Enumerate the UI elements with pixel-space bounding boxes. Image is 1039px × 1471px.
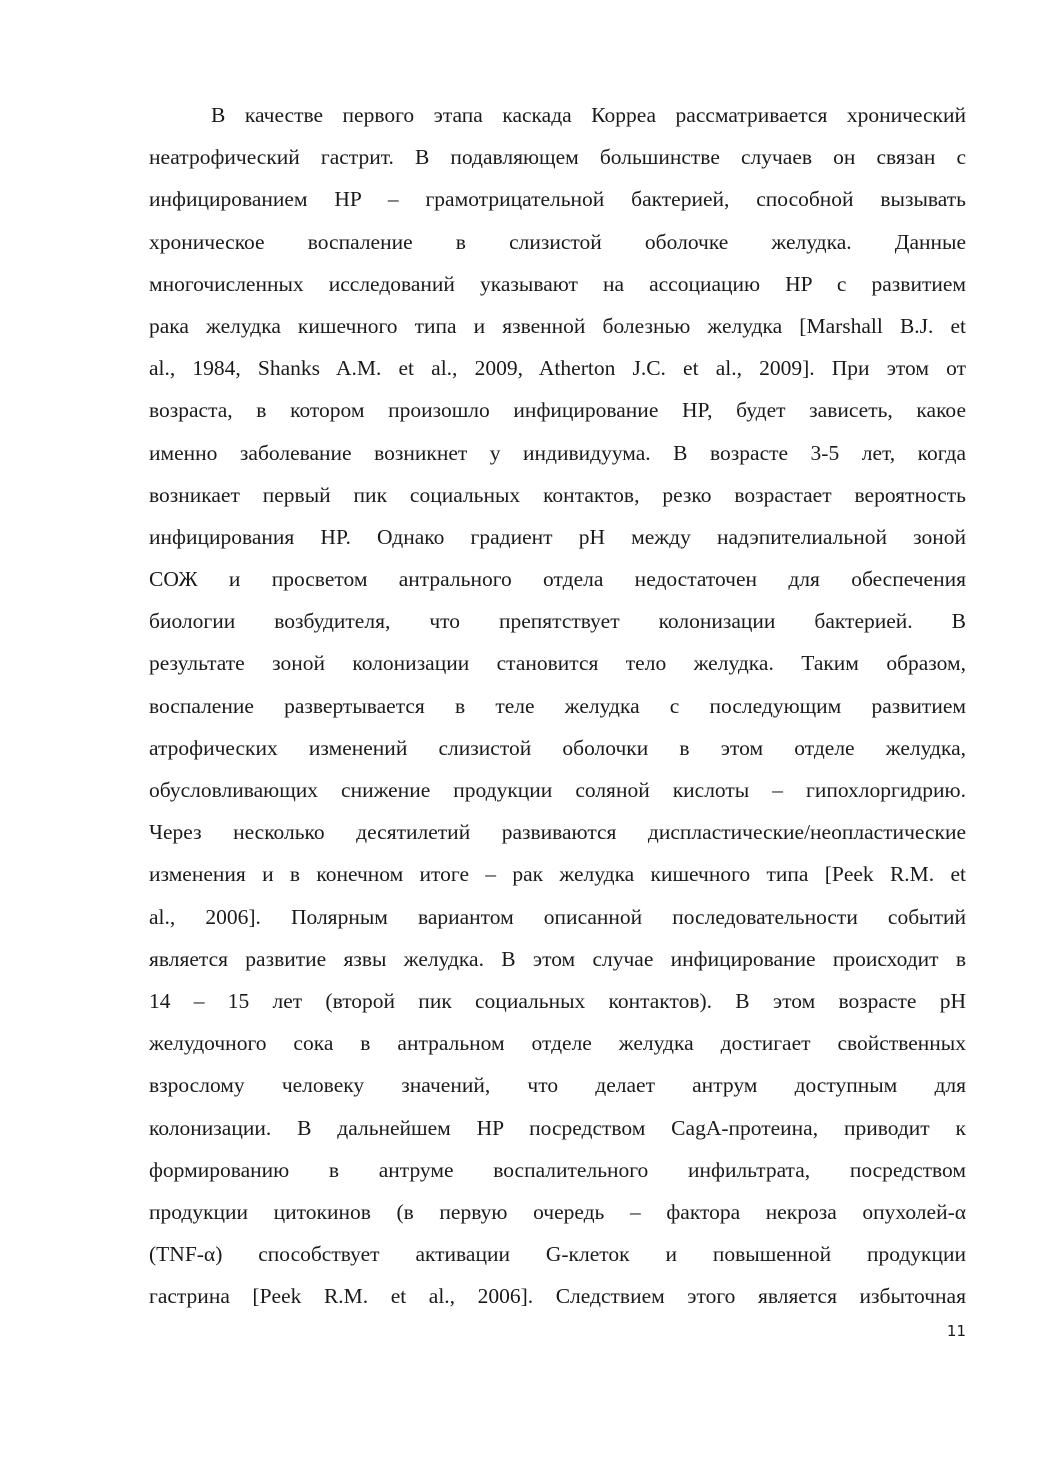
paragraph-line: результате зоной колонизации становится тело желудка. Таким образом, — [149, 651, 966, 676]
paragraph-line: желудочного сока в антральном отделе желудка достигает свойственных — [149, 1031, 966, 1056]
paragraph-line: атрофических изменений слизистой оболочки в этом отделе желудка, — [149, 735, 966, 760]
paragraph-line: Через несколько десятилетий развиваются диспластические/неопластические — [149, 820, 966, 845]
paragraph-line: обусловливающих снижение продукции соляной кислоты – гипохлоргидрию. — [149, 778, 966, 802]
paragraph-line: взрослому человеку значений, что делает антрум доступным для — [149, 1073, 966, 1098]
page-number: 11 — [946, 1322, 966, 1340]
paragraph-line: al., 1984, Shanks A.M. et al., 2009, Atherton J.C. et al., 2009]. При этом от — [149, 356, 966, 381]
body-paragraph — [149, 94, 966, 1317]
paragraph-line: СОЖ и просветом антрального отдела недостаточен для обеспечения — [149, 567, 966, 592]
paragraph-line: биологии возбудителя, что препятствует колонизации бактерией. В — [149, 609, 966, 634]
paragraph-line: многочисленных исследований указывают на ассоциацию HP с развитием — [149, 271, 966, 296]
paragraph-line: (TNF-α) способствует активации G-клеток и повышенной продукции — [149, 1242, 966, 1267]
paragraph-line: воспаление развертывается в теле желудка с последующим развитием — [149, 693, 966, 718]
paragraph-line: является развитие язвы желудка. В этом случае инфицирование происходит в — [149, 946, 966, 971]
paragraph-line: возраста, в котором произошло инфицирование HP, будет зависеть, какое — [149, 398, 966, 423]
paragraph-line: неатрофический гастрит. В подавляющем большинстве случаев он связан с — [149, 145, 966, 170]
paragraph-line: рака желудка кишечного типа и язвенной болезнью желудка [Marshall B.J. et — [149, 313, 966, 338]
paragraph-line: именно заболевание возникнет у индивидуума. В возрасте 3-5 лет, когда — [149, 440, 966, 465]
paragraph-line: инфицированием HP – грамотрицательной бактерией, способной вызывать — [149, 187, 966, 212]
paragraph-line: гастрина [Peek R.M. et al., 2006]. Следствием этого является избыточная — [149, 1284, 966, 1309]
paragraph-line: al., 2006]. Полярным вариантом описанной последовательности событий — [149, 904, 966, 929]
paragraph-line: 14 – 15 лет (второй пик социальных контактов). В этом возрасте pH — [149, 988, 966, 1013]
paragraph-line: формированию в антруме воспалительного инфильтрата, посредством — [149, 1157, 966, 1182]
paragraph-line: В качестве первого этапа каскада Корреа рассматривается хронический — [211, 103, 966, 127]
paragraph-line: изменения и в конечном итоге – рак желудка кишечного типа [Peek R.M. et — [149, 862, 966, 887]
paragraph-line: продукции цитокинов (в первую очередь – фактора некроза опухолей-α — [149, 1199, 966, 1224]
paragraph-line: инфицирования HP. Однако градиент pH между надэпителиальной зоной — [149, 524, 966, 549]
paragraph-line: возникает первый пик социальных контактов, резко возрастает вероятность — [149, 482, 966, 507]
paragraph-line: хроническое воспаление в слизистой оболочке желудка. Данные — [149, 229, 966, 254]
paragraph-line: колонизации. В дальнейшем HP посредством CagA-протеина, приводит к — [149, 1115, 966, 1140]
